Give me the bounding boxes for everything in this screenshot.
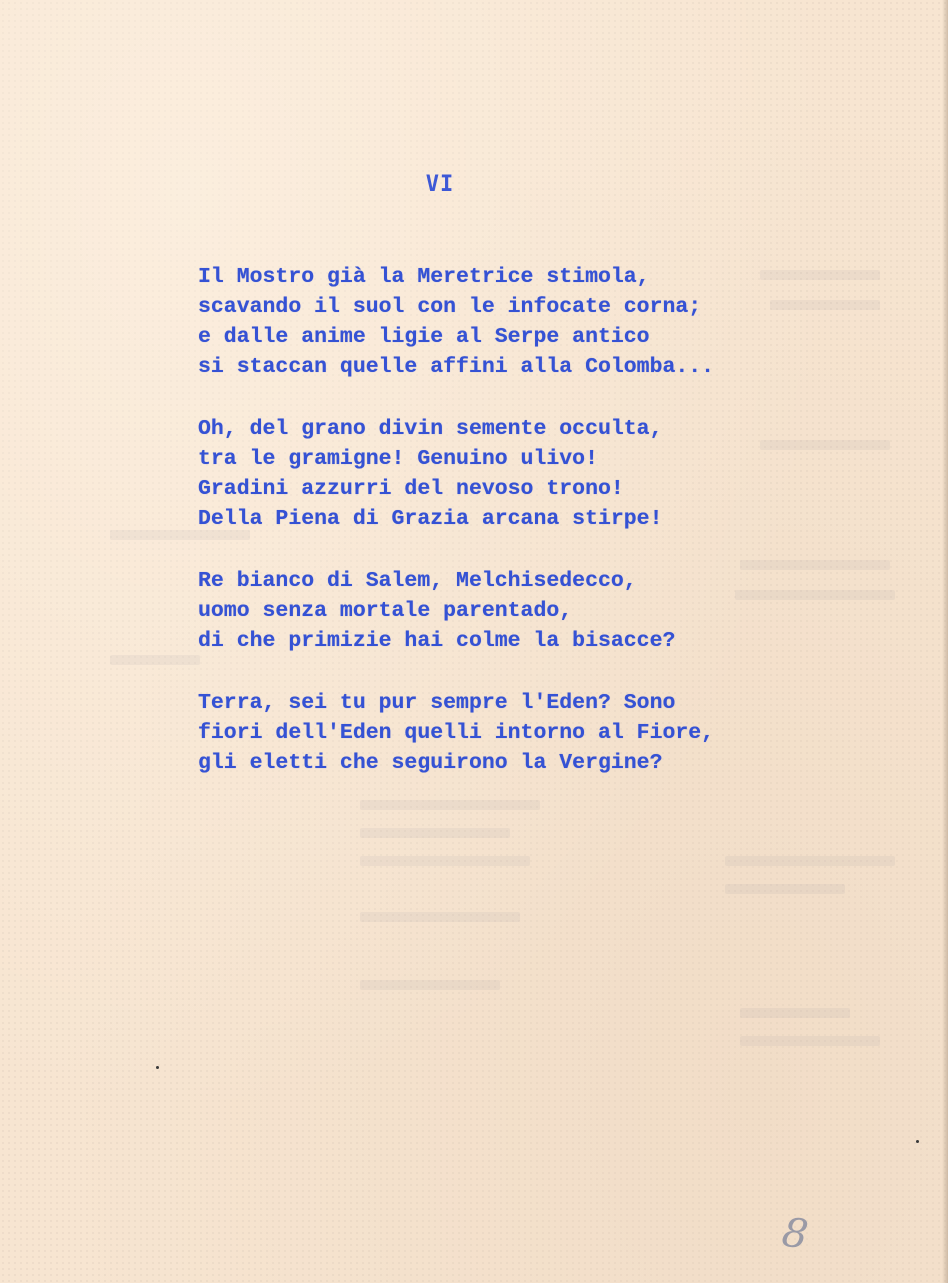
show-through-mark	[725, 856, 895, 866]
show-through-mark	[360, 980, 500, 990]
show-through-mark	[360, 828, 510, 838]
poem-line: Della Piena di Grazia arcana stirpe!	[198, 507, 663, 531]
section-heading: VI	[425, 172, 455, 197]
paper-edge	[942, 0, 948, 1283]
stanza-1	[198, 262, 878, 382]
show-through-mark	[740, 1008, 850, 1018]
poem-line: si staccan quelle affini alla Colomba...	[198, 355, 715, 379]
handwritten-page-number: 8	[779, 1209, 811, 1259]
poem-line: di che primizie hai colme la bisacce?	[198, 629, 676, 653]
show-through-mark	[360, 856, 530, 866]
show-through-mark	[360, 912, 520, 922]
show-through-mark	[725, 884, 845, 894]
show-through-mark	[110, 655, 200, 665]
ink-speck	[916, 1140, 919, 1143]
poem-line: gli eletti che seguirono la Vergine?	[198, 751, 663, 775]
poem-line: Gradini azzurri del nevoso trono!	[198, 477, 624, 501]
poem-line: e dalle anime ligie al Serpe antico	[198, 325, 650, 349]
poem-line: Il Mostro già la Meretrice stimola,	[198, 265, 650, 289]
poem-body	[198, 262, 878, 810]
stanza-3	[198, 566, 878, 656]
poem-line: scavando il suol con le infocate corna;	[198, 295, 702, 319]
show-through-mark	[740, 1036, 880, 1046]
ink-speck	[156, 1066, 159, 1069]
poem-line: Terra, sei tu pur sempre l'Eden? Sono	[198, 691, 676, 715]
poem-line: tra le gramigne! Genuino ulivo!	[198, 447, 598, 471]
poem-line: Oh, del grano divin semente occulta,	[198, 417, 663, 441]
stanza-2	[198, 414, 878, 534]
poem-line: Re bianco di Salem, Melchisedecco,	[198, 569, 637, 593]
stanza-4	[198, 688, 878, 778]
poem-line: uomo senza mortale parentado,	[198, 599, 573, 623]
poem-line: fiori dell'Eden quelli intorno al Fiore,	[198, 721, 715, 745]
